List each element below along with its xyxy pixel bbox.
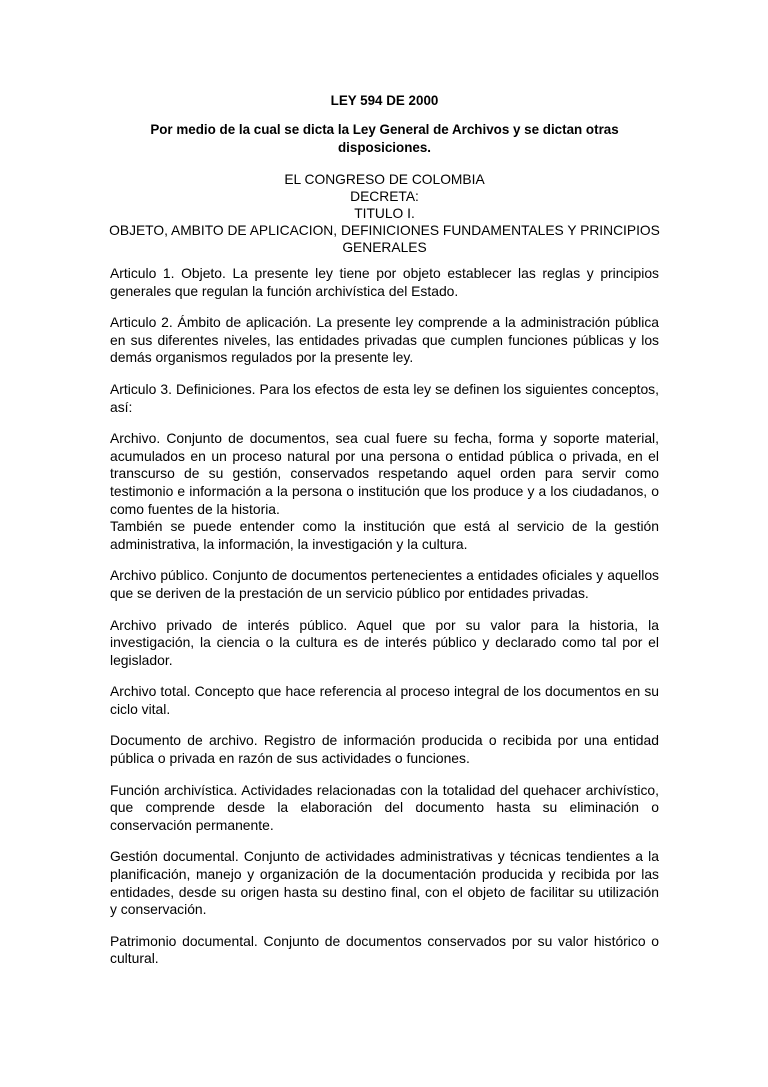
- title-number-heading: TITULO I.: [354, 206, 415, 221]
- definition-archivo-publico: Archivo público. Conjunto de documentos pertenecientes a entidades oficiales y aquellos que se deriven de la prestación de un servicio público por entidades privadas.: [110, 567, 659, 601]
- article-3-paragraph: Articulo 3. Definiciones. Para los efectos de esta ley se definen los siguientes conceptos, así:: [110, 380, 659, 415]
- definition-funcion-archivistica: Función archivística. Actividades relacionadas con la totalidad del quehacer archivístico, que comprende desde la elaboración del documento hasta su eliminación o conservación permanente.: [110, 781, 659, 833]
- heading-block: [104, 171, 665, 256]
- definition-archivo-institution: También se puede entender como la institución que está al servicio de la gestión administrativa, la información, la investigación y la cultura.: [110, 518, 659, 552]
- congress-heading: EL CONGRESO DE COLOMBIA: [284, 172, 485, 187]
- definition-archivo-total: Archivo total. Concepto que hace referencia al proceso integral de los documentos en su ciclo vital.: [110, 683, 659, 717]
- definition-gestion-documental: Gestión documental. Conjunto de actividades administrativas y técnicas tendientes a la planificación, manejo y organización de la documentación producida y recibida por las entidades, desde su origen hasta su destino final, con el objeto de facilitar su utilización y conservación.: [110, 848, 659, 918]
- article-2-paragraph: Articulo 2. Ámbito de aplicación. La presente ley comprende a la administración pública en sus diferentes niveles, las entidades privadas que cumplen funciones públicas y los demás organismos regulados por la presente ley.: [110, 314, 659, 366]
- title-name-heading: OBJETO, AMBITO DE APLICACION, DEFINICIONES FUNDAMENTALES Y PRINCIPIOS GENERALES: [109, 223, 660, 255]
- definition-patrimonio-documental: Patrimonio documental. Conjunto de documentos conservados por su valor histórico o cultural.: [110, 932, 659, 967]
- law-title: LEY 594 DE 2000: [330, 93, 439, 108]
- decree-heading: DECRETA:: [350, 189, 419, 204]
- article-1-paragraph: Articulo 1. Objeto. La presente ley tiene por objeto establecer las reglas y principios generales que regulan la función archivística del Estado.: [110, 265, 659, 299]
- definition-archivo-privado: Archivo privado de interés público. Aquel que por su valor para la historia, la investigación, la ciencia o la cultura es de interés público y declarado como tal por el legislador.: [110, 616, 659, 668]
- law-subtitle: Por medio de la cual se dicta la Ley General de Archivos y se dictan otras disposiciones.: [150, 122, 619, 155]
- document-page: [110, 92, 659, 982]
- definition-documento-archivo: Documento de archivo. Registro de información producida o recibida por una entidad pública o privada en razón de sus actividades o funciones.: [110, 732, 659, 767]
- definition-archivo: Archivo. Conjunto de documentos, sea cual fuere su fecha, forma y soporte material, acumulados en un proceso natural por una persona o entidad pública o privada, en el transcurso de su gestión, conservados respetando aquel orden para servir como testimonio e información a la persona o institución que los produce y a los ciudadanos, o como fuentes de la historia.: [110, 430, 659, 517]
